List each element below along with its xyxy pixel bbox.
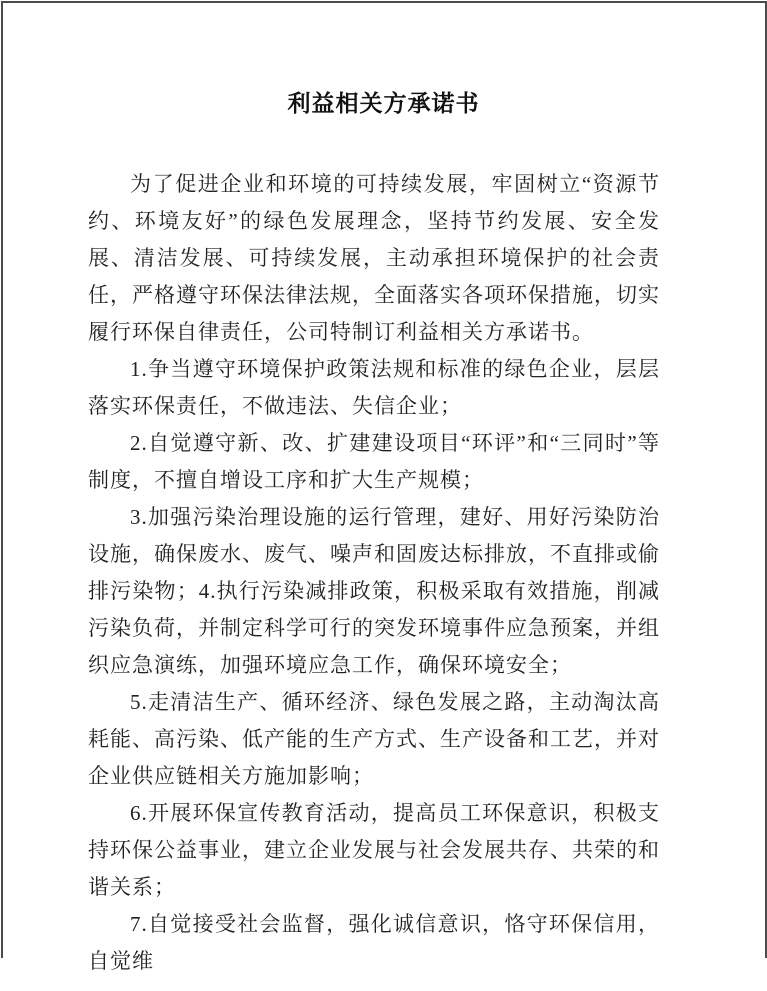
paragraph-item-3-4: 3.加强污染治理设施的运行管理，建好、用好污染防治设施，确保废水、废气、噪声和固废达标排放，不直排或偷排污染物；4.执行污染减排政策，积极采取有效措施，削减污染负荷，并制定科学可行的突发环境事件应急预案，并组织应急演练，加强环境应急工作，确保环境安全；	[88, 505, 660, 677]
paragraph-item-1: 1.争当遵守环境保护政策法规和标准的绿色企业，层层落实环保责任，不做违法、失信企业；	[88, 357, 660, 418]
paragraph-intro: 为了促进企业和环境的可持续发展，牢固树立“资源节约、环境友好”的绿色发展理念，坚持节约发展、安全发展、清洁发展、可持续发展，主动承担环境保护的社会责任，严格遵守环保法律法规，全面落实各项环保措施，切实履行环保自律责任，公司特制订利益相关方承诺书。	[88, 172, 660, 344]
document-body	[0, 166, 660, 980]
paragraph-item-2: 2.自觉遵守新、改、扩建建设项目“环评”和“三同时”等制度，不擅自增设工序和扩大生产规模；	[88, 431, 660, 492]
paragraph-item-7: 7.自觉接受社会监督，强化诚信意识，恪守环保信用，自觉维	[88, 912, 660, 973]
paragraph-item-6: 6.开展环保宣传教育活动，提高员工环保意识，积极支持环保公益事业，建立企业发展与社会发展共存、共荣的和谐关系；	[88, 801, 660, 899]
page-title: 利益相关方承诺书	[287, 90, 480, 116]
paragraph-item-5: 5.走清洁生产、循环经济、绿色发展之路，主动淘汰高耗能、高污染、低产能的生产方式、生产设备和工艺，并对企业供应链相关方施加影响；	[88, 690, 660, 788]
